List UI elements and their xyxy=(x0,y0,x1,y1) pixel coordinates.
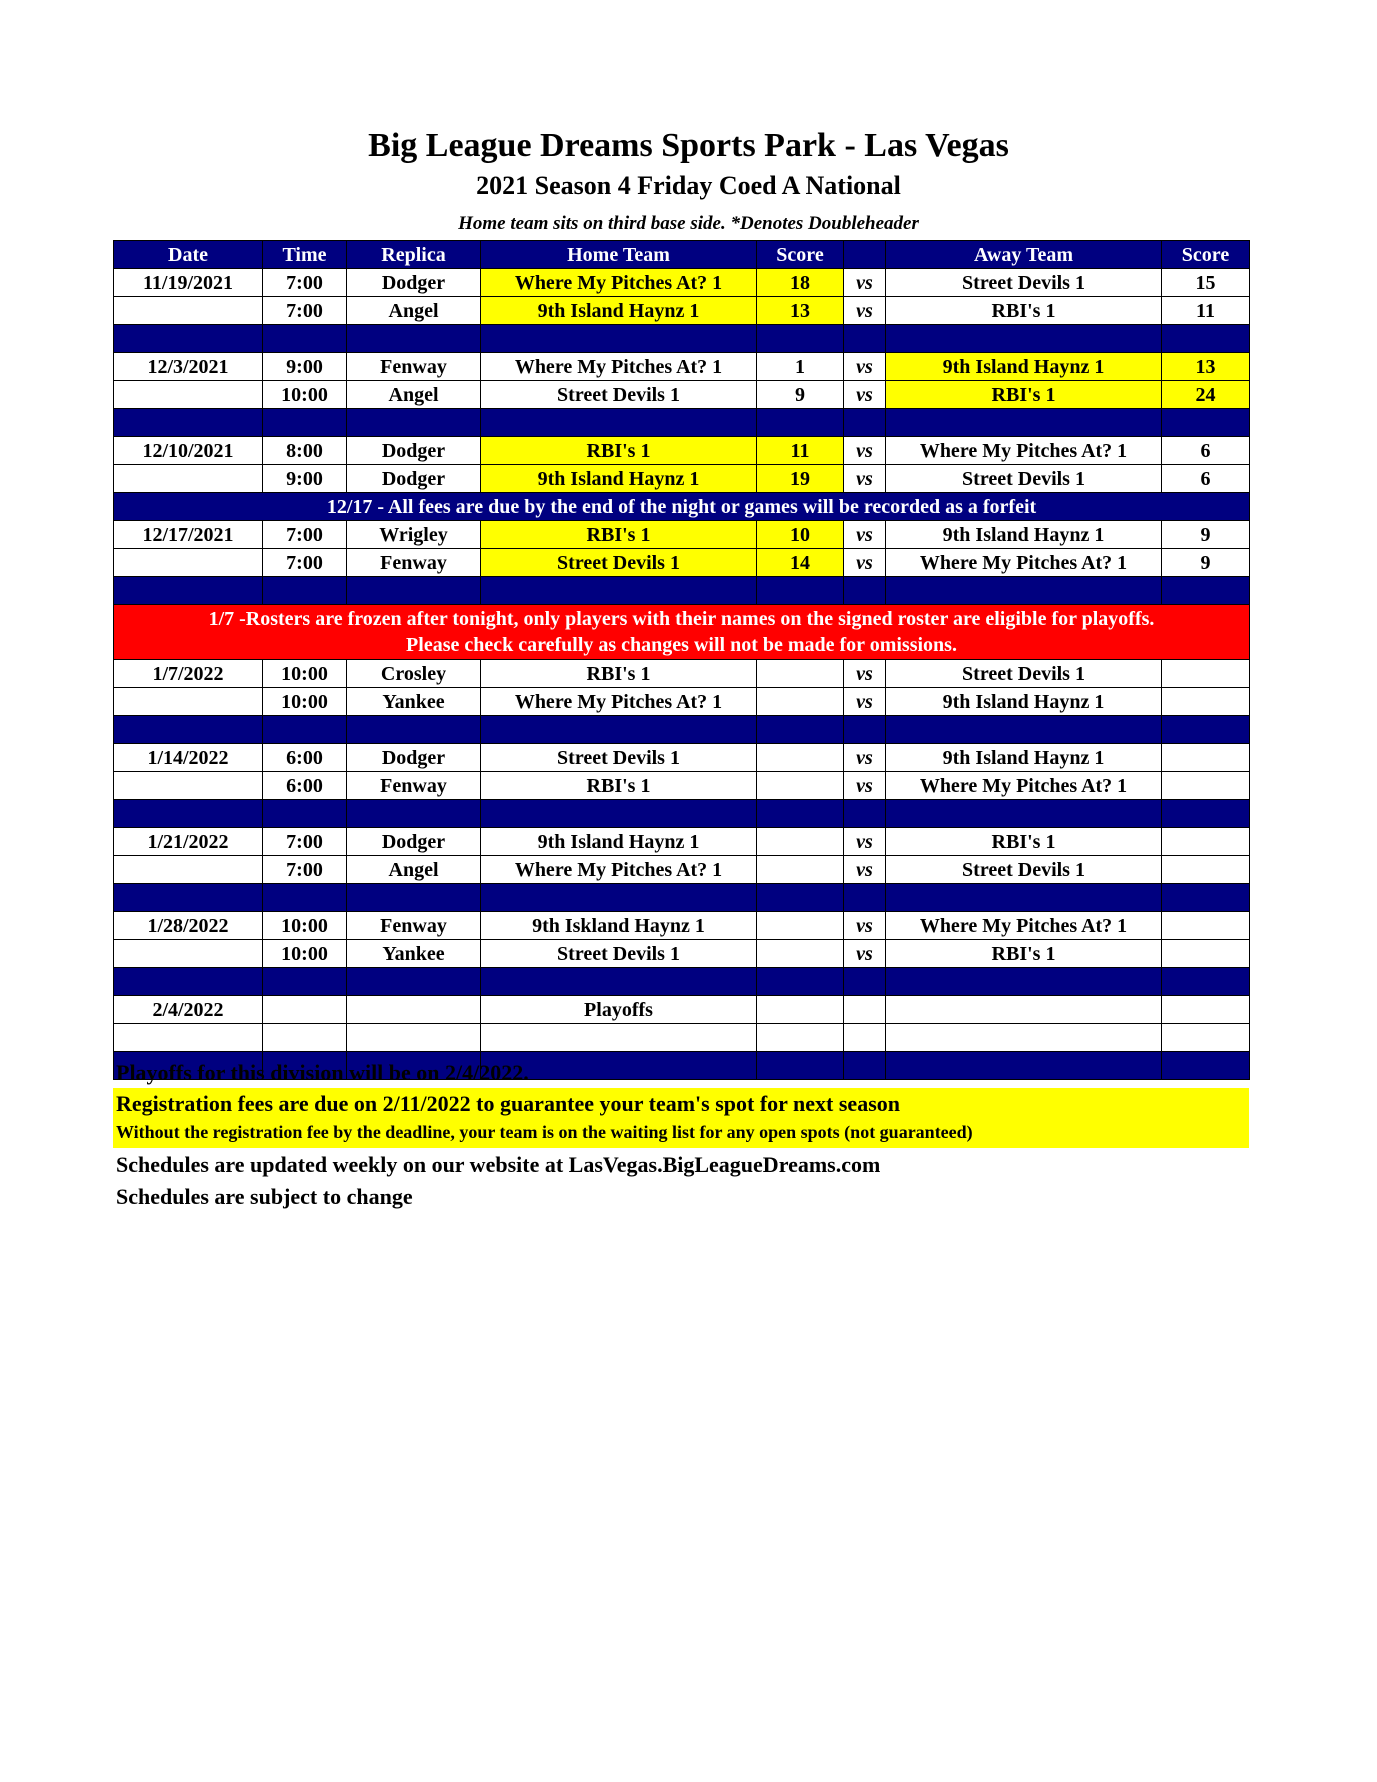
game-row xyxy=(114,381,1250,409)
time-cell: 10:00 xyxy=(263,912,347,940)
playoffs-note: Playoffs for this division will be on 2/4/2022. xyxy=(116,1060,529,1085)
header-note: Home team sits on third base side. *Denotes Doubleheader xyxy=(458,213,919,234)
game-row xyxy=(114,828,1250,856)
date-cell xyxy=(114,688,263,716)
date-cell: 12/3/2021 xyxy=(114,353,263,381)
spacer-cell xyxy=(1162,1052,1250,1080)
spacer-cell xyxy=(844,409,886,437)
spacer-cell xyxy=(1162,409,1250,437)
replica-cell: Dodger xyxy=(347,828,481,856)
replica-cell: Angel xyxy=(347,856,481,884)
home-score-cell xyxy=(757,744,844,772)
away-score-cell: 6 xyxy=(1162,437,1250,465)
date-cell: 1/7/2022 xyxy=(114,660,263,688)
notice-text: 12/17 - All fees are due by the end of the night or games will be recorded as a forfeit xyxy=(114,493,1250,521)
spacer-cell xyxy=(886,325,1162,353)
game-row xyxy=(114,996,1250,1024)
spacer-cell xyxy=(263,577,347,605)
spacer-cell xyxy=(114,409,263,437)
away-score-cell xyxy=(1162,660,1250,688)
spacer-cell xyxy=(347,409,481,437)
home-team-cell: Playoffs xyxy=(481,996,757,1024)
home-score-cell: 10 xyxy=(757,521,844,549)
away-score-cell xyxy=(1162,828,1250,856)
table-header-row xyxy=(114,241,1250,269)
time-cell xyxy=(263,996,347,1024)
game-row xyxy=(114,269,1250,297)
spacer-cell xyxy=(263,800,347,828)
spacer-cell xyxy=(886,884,1162,912)
date-cell xyxy=(114,465,263,493)
spacer-cell xyxy=(481,577,757,605)
spacer-cell xyxy=(886,968,1162,996)
date-cell: 1/28/2022 xyxy=(114,912,263,940)
schedule-table xyxy=(113,240,1250,1080)
home-team-cell: 9th Island Haynz 1 xyxy=(481,465,757,493)
away-score-cell: 9 xyxy=(1162,521,1250,549)
time-cell: 7:00 xyxy=(263,856,347,884)
home-score-cell: 13 xyxy=(757,297,844,325)
home-team-cell: RBI's 1 xyxy=(481,521,757,549)
date-cell: 11/19/2021 xyxy=(114,269,263,297)
time-cell: 7:00 xyxy=(263,549,347,577)
home-score-cell xyxy=(757,828,844,856)
away-team-cell: 9th Island Haynz 1 xyxy=(886,688,1162,716)
away-team-cell: Street Devils 1 xyxy=(886,856,1162,884)
home-team-cell: Street Devils 1 xyxy=(481,549,757,577)
vs-cell: vs xyxy=(844,744,886,772)
time-cell: 10:00 xyxy=(263,688,347,716)
away-team-cell: RBI's 1 xyxy=(886,297,1162,325)
schedule-body xyxy=(114,269,1250,1080)
away-team-cell: RBI's 1 xyxy=(886,381,1162,409)
time-cell: 6:00 xyxy=(263,772,347,800)
time-cell: 7:00 xyxy=(263,297,347,325)
replica-cell xyxy=(347,996,481,1024)
spacer-cell xyxy=(844,577,886,605)
col-home-team: Home Team xyxy=(481,241,757,269)
away-team-cell: Street Devils 1 xyxy=(886,660,1162,688)
vs-cell: vs xyxy=(844,381,886,409)
spacer-row xyxy=(114,800,1250,828)
spacer-cell xyxy=(347,968,481,996)
spacer-cell xyxy=(844,884,886,912)
home-team-cell: Street Devils 1 xyxy=(481,940,757,968)
spacer-cell xyxy=(114,884,263,912)
col-replica: Replica xyxy=(347,241,481,269)
replica-cell: Yankee xyxy=(347,940,481,968)
home-team-cell: Where My Pitches At? 1 xyxy=(481,269,757,297)
spacer-row xyxy=(114,716,1250,744)
home-team-cell: Street Devils 1 xyxy=(481,381,757,409)
game-row xyxy=(114,549,1250,577)
date-cell xyxy=(114,549,263,577)
spacer-cell xyxy=(844,800,886,828)
away-team-cell: Where My Pitches At? 1 xyxy=(886,549,1162,577)
vs-cell: vs xyxy=(844,297,886,325)
spacer-cell xyxy=(757,577,844,605)
vs-cell: vs xyxy=(844,269,886,297)
home-score-cell: 9 xyxy=(757,381,844,409)
game-row xyxy=(114,912,1250,940)
away-team-cell: RBI's 1 xyxy=(886,940,1162,968)
away-score-cell xyxy=(1162,940,1250,968)
col-date: Date xyxy=(114,241,263,269)
change-note: Schedules are subject to change xyxy=(116,1184,413,1209)
home-score-cell xyxy=(757,856,844,884)
home-score-cell xyxy=(757,772,844,800)
alert-row xyxy=(114,605,1250,660)
date-cell xyxy=(114,940,263,968)
time-cell: 8:00 xyxy=(263,437,347,465)
notice-row xyxy=(114,493,1250,521)
time-cell: 7:00 xyxy=(263,828,347,856)
spacer-cell xyxy=(844,325,886,353)
time-cell: 9:00 xyxy=(263,353,347,381)
date-cell xyxy=(114,772,263,800)
home-team-cell: 9th Island Haynz 1 xyxy=(481,297,757,325)
home-team-cell: RBI's 1 xyxy=(481,437,757,465)
spacer-cell xyxy=(1162,968,1250,996)
spacer-cell xyxy=(1162,800,1250,828)
replica-cell: Dodger xyxy=(347,269,481,297)
time-cell: 10:00 xyxy=(263,660,347,688)
date-cell xyxy=(114,381,263,409)
replica-cell: Dodger xyxy=(347,744,481,772)
time-cell: 6:00 xyxy=(263,744,347,772)
spacer-cell xyxy=(757,716,844,744)
game-row xyxy=(114,353,1250,381)
spacer-cell xyxy=(757,884,844,912)
home-score-cell xyxy=(757,660,844,688)
date-cell xyxy=(114,1024,263,1052)
away-team-cell: Where My Pitches At? 1 xyxy=(886,912,1162,940)
home-score-cell: 18 xyxy=(757,269,844,297)
page-title: Big League Dreams Sports Park - Las Vegas xyxy=(368,127,1009,164)
registration-detail: Without the registration fee by the deadline, your team is on the waiting list for any open spots (not guaranteed) xyxy=(116,1122,973,1142)
alert-cell xyxy=(114,605,1250,660)
home-team-cell xyxy=(481,1024,757,1052)
spacer-cell xyxy=(886,409,1162,437)
spacer-cell xyxy=(263,968,347,996)
home-score-cell: 11 xyxy=(757,437,844,465)
away-score-cell xyxy=(1162,856,1250,884)
spacer-cell xyxy=(347,884,481,912)
date-cell: 2/4/2022 xyxy=(114,996,263,1024)
game-row xyxy=(114,744,1250,772)
home-team-cell: 9th Iskland Haynz 1 xyxy=(481,912,757,940)
spacer-cell xyxy=(757,800,844,828)
spacer-cell xyxy=(114,968,263,996)
spacer-cell xyxy=(1162,577,1250,605)
spacer-cell xyxy=(481,968,757,996)
spacer-cell xyxy=(263,325,347,353)
spacer-cell xyxy=(886,716,1162,744)
away-score-cell: 24 xyxy=(1162,381,1250,409)
game-row xyxy=(114,772,1250,800)
alert-line-2: Please check carefully as changes will not be made for omissions. xyxy=(406,634,957,656)
date-cell: 1/21/2022 xyxy=(114,828,263,856)
home-team-cell: Where My Pitches At? 1 xyxy=(481,856,757,884)
spacer-cell xyxy=(844,1052,886,1080)
time-cell: 10:00 xyxy=(263,940,347,968)
spacer-cell xyxy=(347,716,481,744)
date-cell: 12/10/2021 xyxy=(114,437,263,465)
home-score-cell: 1 xyxy=(757,353,844,381)
spacer-row xyxy=(114,409,1250,437)
spacer-cell xyxy=(886,1052,1162,1080)
replica-cell: Dodger xyxy=(347,465,481,493)
replica-cell xyxy=(347,1024,481,1052)
vs-cell xyxy=(844,996,886,1024)
home-score-cell xyxy=(757,996,844,1024)
spacer-cell xyxy=(481,325,757,353)
website-note: Schedules are updated weekly on our website at LasVegas.BigLeagueDreams.com xyxy=(116,1152,881,1177)
spacer-cell xyxy=(757,1052,844,1080)
spacer-cell xyxy=(347,577,481,605)
spacer-cell xyxy=(757,968,844,996)
spacer-cell xyxy=(263,409,347,437)
away-score-cell: 15 xyxy=(1162,269,1250,297)
home-team-cell: Where My Pitches At? 1 xyxy=(481,688,757,716)
replica-cell: Fenway xyxy=(347,772,481,800)
time-cell: 10:00 xyxy=(263,381,347,409)
home-score-cell xyxy=(757,1024,844,1052)
spacer-cell xyxy=(481,800,757,828)
time-cell xyxy=(263,1024,347,1052)
spacer-cell xyxy=(844,716,886,744)
home-score-cell: 14 xyxy=(757,549,844,577)
game-row xyxy=(114,297,1250,325)
spacer-cell xyxy=(263,716,347,744)
away-score-cell xyxy=(1162,688,1250,716)
spacer-cell xyxy=(347,325,481,353)
vs-cell: vs xyxy=(844,465,886,493)
away-score-cell: 9 xyxy=(1162,549,1250,577)
game-row xyxy=(114,521,1250,549)
spacer-cell xyxy=(1162,325,1250,353)
away-team-cell: 9th Island Haynz 1 xyxy=(886,744,1162,772)
replica-cell: Angel xyxy=(347,297,481,325)
away-team-cell: Where My Pitches At? 1 xyxy=(886,772,1162,800)
col-home-score: Score xyxy=(757,241,844,269)
registration-note: Registration fees are due on 2/11/2022 to guarantee your team's spot for next season xyxy=(116,1091,900,1116)
replica-cell: Crosley xyxy=(347,660,481,688)
away-team-cell: Street Devils 1 xyxy=(886,465,1162,493)
home-score-cell: 19 xyxy=(757,465,844,493)
vs-cell: vs xyxy=(844,912,886,940)
home-team-cell: RBI's 1 xyxy=(481,772,757,800)
spacer-row xyxy=(114,884,1250,912)
spacer-cell xyxy=(1162,884,1250,912)
home-score-cell xyxy=(757,912,844,940)
spacer-row xyxy=(114,968,1250,996)
home-team-cell: Where My Pitches At? 1 xyxy=(481,353,757,381)
game-row xyxy=(114,437,1250,465)
away-score-cell xyxy=(1162,996,1250,1024)
spacer-cell xyxy=(263,884,347,912)
away-team-cell: Where My Pitches At? 1 xyxy=(886,437,1162,465)
spacer-cell xyxy=(114,325,263,353)
home-score-cell xyxy=(757,940,844,968)
away-team-cell: 9th Island Haynz 1 xyxy=(886,353,1162,381)
away-team-cell: Street Devils 1 xyxy=(886,269,1162,297)
replica-cell: Angel xyxy=(347,381,481,409)
game-row xyxy=(114,856,1250,884)
spacer-cell xyxy=(347,800,481,828)
away-team-cell xyxy=(886,996,1162,1024)
time-cell: 7:00 xyxy=(263,521,347,549)
spacer-cell xyxy=(757,325,844,353)
spacer-row xyxy=(114,325,1250,353)
vs-cell: vs xyxy=(844,660,886,688)
game-row xyxy=(114,688,1250,716)
col-vs xyxy=(844,241,886,269)
spacer-cell xyxy=(757,409,844,437)
replica-cell: Fenway xyxy=(347,912,481,940)
time-cell: 7:00 xyxy=(263,269,347,297)
home-team-cell: Street Devils 1 xyxy=(481,744,757,772)
vs-cell xyxy=(844,1024,886,1052)
home-team-cell: 9th Island Haynz 1 xyxy=(481,828,757,856)
replica-cell: Yankee xyxy=(347,688,481,716)
date-cell: 1/14/2022 xyxy=(114,744,263,772)
away-score-cell xyxy=(1162,744,1250,772)
vs-cell: vs xyxy=(844,772,886,800)
away-team-cell: 9th Island Haynz 1 xyxy=(886,521,1162,549)
replica-cell: Dodger xyxy=(347,437,481,465)
spacer-cell xyxy=(481,409,757,437)
vs-cell: vs xyxy=(844,521,886,549)
date-cell xyxy=(114,297,263,325)
game-row xyxy=(114,465,1250,493)
col-away-score: Score xyxy=(1162,241,1250,269)
date-cell xyxy=(114,856,263,884)
vs-cell: vs xyxy=(844,940,886,968)
spacer-cell xyxy=(1162,716,1250,744)
vs-cell: vs xyxy=(844,549,886,577)
vs-cell: vs xyxy=(844,828,886,856)
home-team-cell: RBI's 1 xyxy=(481,660,757,688)
away-score-cell xyxy=(1162,912,1250,940)
spacer-cell xyxy=(114,800,263,828)
page-subtitle: 2021 Season 4 Friday Coed A National xyxy=(476,171,901,200)
spacer-cell xyxy=(886,800,1162,828)
game-row xyxy=(114,660,1250,688)
time-cell: 9:00 xyxy=(263,465,347,493)
vs-cell: vs xyxy=(844,353,886,381)
col-away-team: Away Team xyxy=(886,241,1162,269)
away-team-cell: RBI's 1 xyxy=(886,828,1162,856)
game-row xyxy=(114,1024,1250,1052)
spacer-cell xyxy=(114,577,263,605)
spacer-cell xyxy=(844,968,886,996)
vs-cell: vs xyxy=(844,688,886,716)
away-score-cell: 11 xyxy=(1162,297,1250,325)
spacer-cell xyxy=(481,716,757,744)
away-team-cell xyxy=(886,1024,1162,1052)
alert-line-1: 1/7 -Rosters are frozen after tonight, only players with their names on the signed roster are eligible for playoffs. xyxy=(208,608,1155,630)
col-time: Time xyxy=(263,241,347,269)
away-score-cell xyxy=(1162,772,1250,800)
away-score-cell: 13 xyxy=(1162,353,1250,381)
spacer-cell xyxy=(481,884,757,912)
date-cell: 12/17/2021 xyxy=(114,521,263,549)
spacer-cell xyxy=(114,716,263,744)
replica-cell: Fenway xyxy=(347,549,481,577)
vs-cell: vs xyxy=(844,856,886,884)
away-score-cell xyxy=(1162,1024,1250,1052)
home-score-cell xyxy=(757,688,844,716)
replica-cell: Wrigley xyxy=(347,521,481,549)
game-row xyxy=(114,940,1250,968)
spacer-cell xyxy=(886,577,1162,605)
spacer-row xyxy=(114,577,1250,605)
vs-cell: vs xyxy=(844,437,886,465)
away-score-cell: 6 xyxy=(1162,465,1250,493)
replica-cell: Fenway xyxy=(347,353,481,381)
